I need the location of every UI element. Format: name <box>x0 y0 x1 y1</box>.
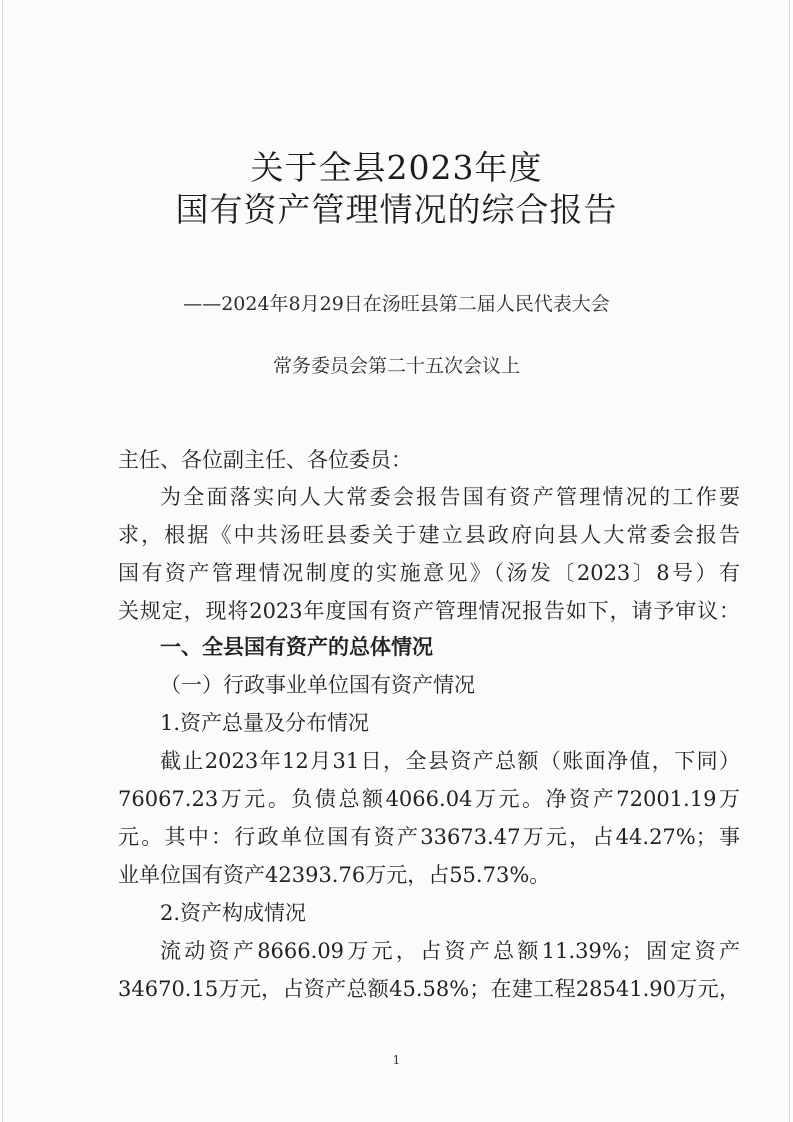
body-line: 元。其中：行政单位国有资产33673.47万元，占44.27%；事 <box>118 825 740 849</box>
intro-line: 国有资产管理情况制度的实施意见》（汤发〔2023〕8号）有 <box>118 561 740 585</box>
item-heading: 2.资产构成情况 <box>160 901 307 925</box>
section-heading: 一、全县国有资产的总体情况 <box>160 634 433 659</box>
body-line: 34670.15万元，占资产总额45.58%；在建工程28541.90万元， <box>118 977 740 1001</box>
intro-line: 求，根据《中共汤旺县委关于建立县政府向县人大常委会报告 <box>118 523 740 547</box>
intro-line: 关规定，现将2023年度国有资产管理情况报告如下，请予审议： <box>118 599 740 623</box>
body-line: 业单位国有资产42393.76万元，占55.73%。 <box>118 863 551 887</box>
subsection-heading: （一）行政事业单位国有资产情况 <box>160 673 475 697</box>
item-heading: 1.资产总量及分布情况 <box>160 711 370 735</box>
salutation: 主任、各位副主任、各位委员： <box>118 448 412 472</box>
subtitle-line-1: ——2024年8月29日在汤旺县第二届人民代表大会 <box>183 293 610 315</box>
title-line-1: 关于全县2023年度 <box>250 148 543 187</box>
body-line: 截止2023年12月31日，全县资产总额（账面净值，下同） <box>160 749 740 773</box>
subtitle-line-2: 常务委员会第二十五次会议上 <box>272 355 520 377</box>
intro-line: 为全面落实向人大常委会报告国有资产管理情况的工作要 <box>160 485 740 509</box>
title-line-2: 国有资产管理情况的综合报告 <box>175 190 618 229</box>
body-line: 76067.23万元。负债总额4066.04万元。净资产72001.19万 <box>118 787 740 811</box>
page-number: 1 <box>392 1053 401 1067</box>
body-line: 流动资产8666.09万元，占资产总额11.39%；固定资产 <box>160 939 740 963</box>
